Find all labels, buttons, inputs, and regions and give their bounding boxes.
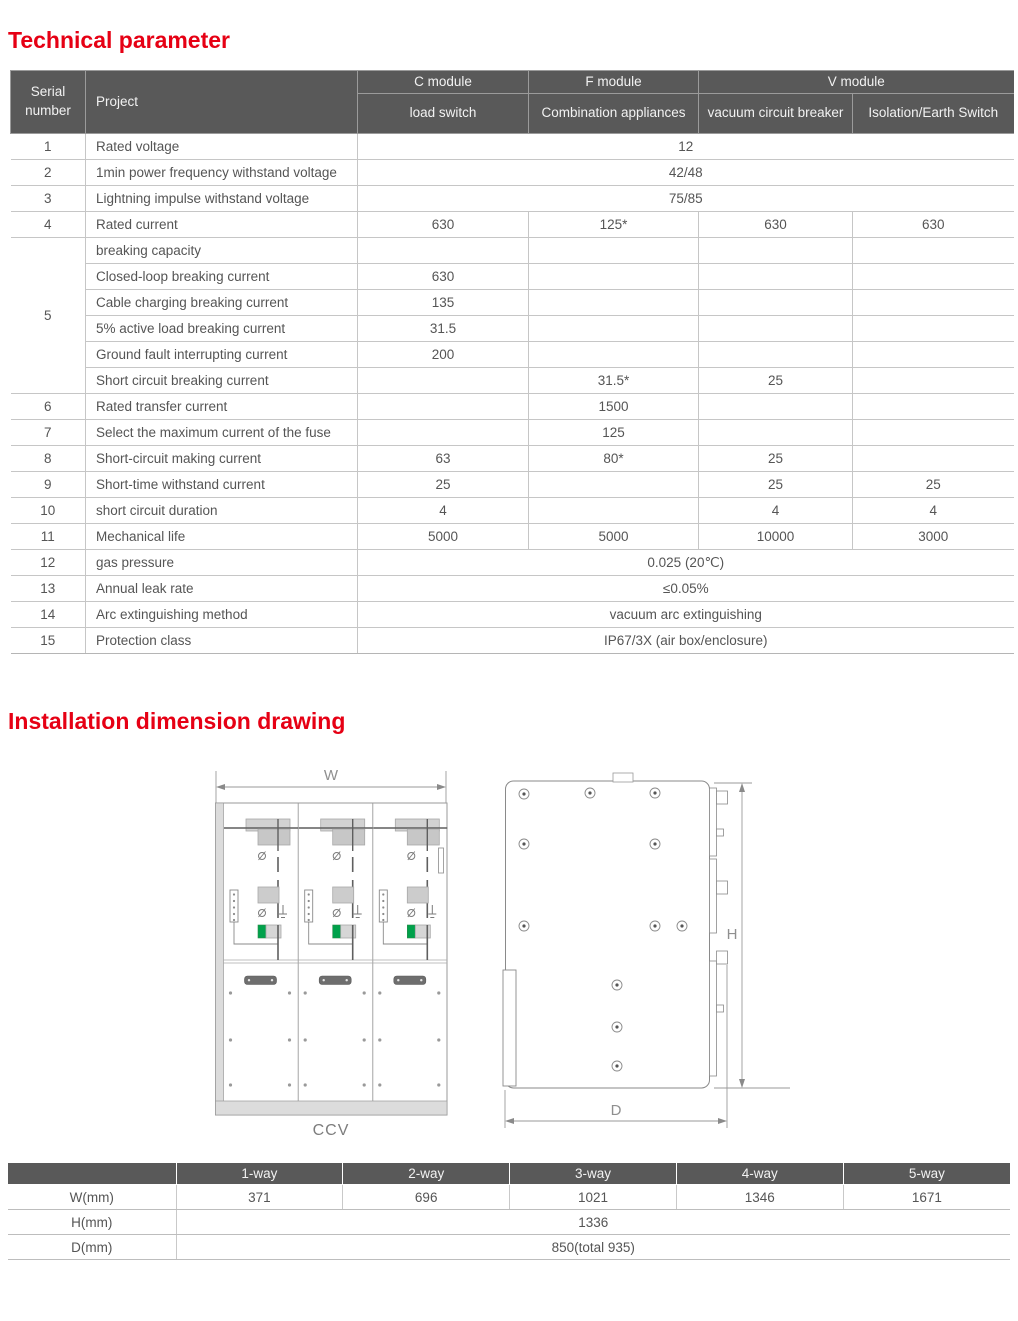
cell-project: 1min power frequency withstand voltage <box>86 159 358 185</box>
cell-sn: 5 <box>11 237 86 393</box>
table-row <box>11 575 1014 601</box>
dim-header-empty <box>8 1163 176 1185</box>
table-row <box>11 549 1014 575</box>
dim-header-1way: 1-way <box>176 1163 343 1185</box>
cell-sn: 13 <box>11 575 86 601</box>
cell-project: gas pressure <box>86 549 358 575</box>
cell-sn: 8 <box>11 445 86 471</box>
cell-v1 <box>699 237 853 263</box>
dim-value: 371 <box>176 1185 343 1210</box>
cell-merged-value: IP67/3X (air box/enclosure) <box>358 627 1014 653</box>
table-row <box>11 341 1014 367</box>
cell-sn: 12 <box>11 549 86 575</box>
cell-sn: 14 <box>11 601 86 627</box>
dim-header-3way: 3-way <box>510 1163 677 1185</box>
dim-value: 1021 <box>510 1185 677 1210</box>
cell-v2 <box>853 367 1014 393</box>
dim-value-merged: 850(total 935) <box>176 1235 1010 1260</box>
height-dim-label: H <box>726 926 738 944</box>
cell-project: Short circuit breaking current <box>86 367 358 393</box>
cell-sn: 9 <box>11 471 86 497</box>
dim-header-5way: 5-way <box>843 1163 1010 1185</box>
dim-label: W(mm) <box>8 1185 176 1210</box>
cell-v1: 25 <box>699 367 853 393</box>
cell-v2 <box>853 315 1014 341</box>
cell-f <box>529 497 699 523</box>
cell-v2 <box>853 263 1014 289</box>
cell-merged-value: 12 <box>358 133 1014 159</box>
cell-v1: 25 <box>699 445 853 471</box>
dim-value: 696 <box>343 1185 510 1210</box>
dim-value: 1671 <box>843 1185 1010 1210</box>
dim-header-2way: 2-way <box>343 1163 510 1185</box>
cell-project: Arc extinguishing method <box>86 601 358 627</box>
dim-header-row <box>8 1163 1010 1185</box>
cell-project: Short-circuit making current <box>86 445 358 471</box>
table-row <box>11 523 1014 549</box>
cell-merged-value: vacuum arc extinguishing <box>358 601 1014 627</box>
dim-row-depth <box>8 1235 1010 1260</box>
cell-v2 <box>853 393 1014 419</box>
cell-v2: 3000 <box>853 523 1014 549</box>
cell-f: 80* <box>529 445 699 471</box>
technical-parameter-title: Technical parameter <box>8 27 231 53</box>
cell-v2: 25 <box>853 471 1014 497</box>
side-view <box>503 773 790 1128</box>
header-c-module: C module <box>358 70 529 93</box>
cell-c: 63 <box>358 445 529 471</box>
header-vacuum-circuit-breaker: vacuum circuit breaker <box>699 93 853 133</box>
table-row <box>11 497 1014 523</box>
table-row <box>11 159 1014 185</box>
cell-f <box>529 289 699 315</box>
header-project: Project <box>86 70 358 133</box>
cell-f: 125 <box>529 419 699 445</box>
cell-c: 630 <box>358 263 529 289</box>
installation-drawing <box>0 743 1018 1153</box>
front-view-label: CCV <box>312 1122 350 1140</box>
cell-sn: 7 <box>11 419 86 445</box>
dim-label: D(mm) <box>8 1235 176 1260</box>
cell-sn: 3 <box>11 185 86 211</box>
header-combination-appliances: Combination appliances <box>529 93 699 133</box>
cell-v1 <box>699 315 853 341</box>
cell-v2: 630 <box>853 211 1014 237</box>
table-row <box>11 601 1014 627</box>
cell-project: short circuit duration <box>86 497 358 523</box>
dim-row-width <box>8 1185 1010 1210</box>
cell-c: 135 <box>358 289 529 315</box>
cell-v2 <box>853 341 1014 367</box>
cell-sn: 6 <box>11 393 86 419</box>
cell-merged-value: 42/48 <box>358 159 1014 185</box>
cell-v1: 10000 <box>699 523 853 549</box>
table-row <box>11 393 1014 419</box>
header-isolation-earth-switch: Isolation/Earth Switch <box>853 93 1014 133</box>
cell-c: 4 <box>358 497 529 523</box>
cell-c: 630 <box>358 211 529 237</box>
cell-v2: 4 <box>853 497 1014 523</box>
cell-v1: 630 <box>699 211 853 237</box>
table-row <box>11 471 1014 497</box>
table-row <box>11 367 1014 393</box>
cell-v1 <box>699 419 853 445</box>
dim-value: 1346 <box>676 1185 843 1210</box>
dim-header-4way: 4-way <box>676 1163 843 1185</box>
installation-dimension-title: Installation dimension drawing <box>8 707 346 734</box>
cell-f <box>529 263 699 289</box>
cell-merged-value: 0.025 (20℃) <box>358 549 1014 575</box>
depth-dim-label: D <box>610 1102 622 1120</box>
cell-f: 125* <box>529 211 699 237</box>
dim-label: H(mm) <box>8 1210 176 1235</box>
cell-f <box>529 341 699 367</box>
cell-project: Annual leak rate <box>86 575 358 601</box>
cell-project: Cable charging breaking current <box>86 289 358 315</box>
dimension-table <box>8 1162 1010 1260</box>
cell-v2 <box>853 289 1014 315</box>
cell-f <box>529 471 699 497</box>
cell-v1 <box>699 393 853 419</box>
dimension-drawing-svg <box>0 743 1018 1153</box>
header-load-switch: load switch <box>358 93 529 133</box>
front-view <box>216 767 448 1139</box>
cell-f: 1500 <box>529 393 699 419</box>
cell-c: 5000 <box>358 523 529 549</box>
cell-merged-value: 75/85 <box>358 185 1014 211</box>
cell-project: Rated current <box>86 211 358 237</box>
table-row <box>11 211 1014 237</box>
cell-c: 25 <box>358 471 529 497</box>
cell-project: Rated transfer current <box>86 393 358 419</box>
cell-c <box>358 237 529 263</box>
cell-project: Lightning impulse withstand voltage <box>86 185 358 211</box>
table-row <box>11 289 1014 315</box>
cell-c: 200 <box>358 341 529 367</box>
cell-v1: 4 <box>699 497 853 523</box>
dim-row-height <box>8 1210 1010 1235</box>
cell-sn: 15 <box>11 627 86 653</box>
cell-project: Closed-loop breaking current <box>86 263 358 289</box>
table-row <box>11 419 1014 445</box>
cell-v2 <box>853 419 1014 445</box>
cell-project: Select the maximum current of the fuse <box>86 419 358 445</box>
cell-sn: 4 <box>11 211 86 237</box>
cell-c <box>358 367 529 393</box>
cell-project: 5% active load breaking current <box>86 315 358 341</box>
cell-sn: 11 <box>11 523 86 549</box>
header-row-modules <box>11 70 1014 93</box>
table-row <box>11 263 1014 289</box>
table-row <box>11 445 1014 471</box>
cell-v1: 25 <box>699 471 853 497</box>
cell-project: Mechanical life <box>86 523 358 549</box>
cell-v1 <box>699 263 853 289</box>
width-dim-label: W <box>323 767 339 785</box>
cell-f <box>529 237 699 263</box>
cell-project: Protection class <box>86 627 358 653</box>
cell-f: 31.5* <box>529 367 699 393</box>
cell-c: 31.5 <box>358 315 529 341</box>
cell-project: Short-time withstand current <box>86 471 358 497</box>
cell-f: 5000 <box>529 523 699 549</box>
table-row <box>11 185 1014 211</box>
cell-v1 <box>699 341 853 367</box>
cell-sn: 10 <box>11 497 86 523</box>
cell-sn: 1 <box>11 133 86 159</box>
cell-c <box>358 393 529 419</box>
cell-v2 <box>853 237 1014 263</box>
header-serial-number: Serial number <box>11 70 86 133</box>
table-row <box>11 315 1014 341</box>
table-row <box>11 237 1014 263</box>
cell-f <box>529 315 699 341</box>
header-f-module: F module <box>529 70 699 93</box>
table-row <box>11 627 1014 653</box>
cell-sn: 2 <box>11 159 86 185</box>
cell-c <box>358 419 529 445</box>
cell-merged-value: ≤0.05% <box>358 575 1014 601</box>
cell-v1 <box>699 289 853 315</box>
header-v-module: V module <box>699 70 1014 93</box>
table-row <box>11 133 1014 159</box>
cell-project: Rated voltage <box>86 133 358 159</box>
cell-project: breaking capacity <box>86 237 358 263</box>
technical-parameter-table <box>10 70 1014 654</box>
dim-value-merged: 1336 <box>176 1210 1010 1235</box>
cell-v2 <box>853 445 1014 471</box>
cell-project: Ground fault interrupting current <box>86 341 358 367</box>
